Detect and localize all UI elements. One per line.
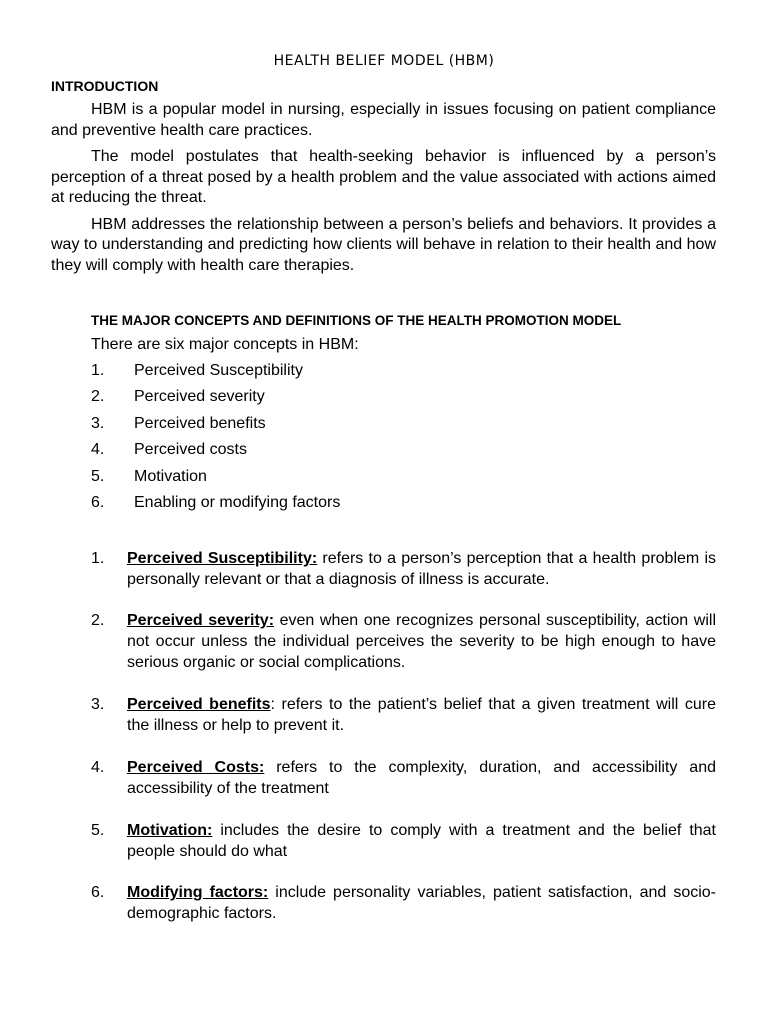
list-number: 6. <box>91 493 105 511</box>
definition-item <box>91 757 716 799</box>
definition-term: Perceived Susceptibility: <box>127 550 318 567</box>
list-label: Perceived costs <box>134 441 247 459</box>
definition-term: Perceived Costs: <box>127 759 265 776</box>
document-title: HEALTH BELIEF MODEL (HBM) <box>273 53 495 69</box>
definition-item <box>91 548 716 590</box>
list-number: 2. <box>91 388 105 406</box>
definition-number: 1. <box>91 550 105 567</box>
list-label: Perceived Susceptibility <box>134 362 303 379</box>
definition-number: 2. <box>91 612 105 629</box>
list-label: Perceived benefits <box>134 414 266 432</box>
concepts-intro: There are six major concepts in HBM: <box>91 336 359 353</box>
list-label: Enabling or modifying factors <box>134 493 341 511</box>
definition-number: 5. <box>91 822 105 839</box>
definition-term: Modifying factors: <box>127 884 269 901</box>
definition-text: : refers to the patient’s belief that a given treatment will cure the illness or help to prevent it. <box>127 696 716 734</box>
list-label: Motivation <box>134 467 207 485</box>
definition-term: Perceived benefits <box>127 696 271 713</box>
intro-section <box>51 100 716 282</box>
definition-term: Perceived severity: <box>127 612 275 629</box>
definition-text: even when one recognizes personal susceptibility, action will not occur unless the individual perceives the severity to be high enough to have serious organic or social complications. <box>127 612 717 671</box>
list-label: Perceived severity <box>134 388 265 406</box>
definition-item <box>91 882 716 924</box>
definition-text: include personality variables, patient satisfaction, and socio-demographic factors. <box>127 884 716 922</box>
definition-item <box>91 610 716 673</box>
list-number: 5. <box>91 467 105 485</box>
definition-item <box>91 694 716 736</box>
definition-term: Motivation: <box>127 822 213 839</box>
definition-item <box>91 820 716 862</box>
intro-paragraph: The model postulates that health-seeking behavior is influenced by a person’s perception of a threat posed by a health problem and the value associated with actions aimed at reducing the threat. <box>51 148 716 206</box>
concepts-heading: THE MAJOR CONCEPTS AND DEFINITIONS OF THE HEALTH PROMOTION MODEL <box>91 313 622 328</box>
definition-number: 4. <box>91 759 105 776</box>
list-number: 4. <box>91 441 105 459</box>
intro-heading: INTRODUCTION <box>51 78 159 94</box>
definition-text: refers to the complexity, duration, and accessibility and accessibility of the treatment <box>127 759 716 797</box>
intro-paragraph: HBM addresses the relationship between a person’s beliefs and behaviors. It provides a way to understanding and predicting how clients will behave in relation to their health and how they will comply with health care therapies. <box>51 215 716 274</box>
definition-number: 3. <box>91 696 105 713</box>
definition-text: refers to a person’s perception that a health problem is personally relevant or that a diagnosis of illness is accurate. <box>127 550 716 588</box>
intro-paragraph: HBM is a popular model in nursing, especially in issues focusing on patient compliance and preventive health care practices. <box>51 101 716 139</box>
list-number: 1. <box>91 362 105 379</box>
list-number: 3. <box>91 414 105 432</box>
definition-number: 6. <box>91 884 105 901</box>
definition-text: includes the desire to comply with a treatment and the belief that people should do what <box>127 822 716 860</box>
